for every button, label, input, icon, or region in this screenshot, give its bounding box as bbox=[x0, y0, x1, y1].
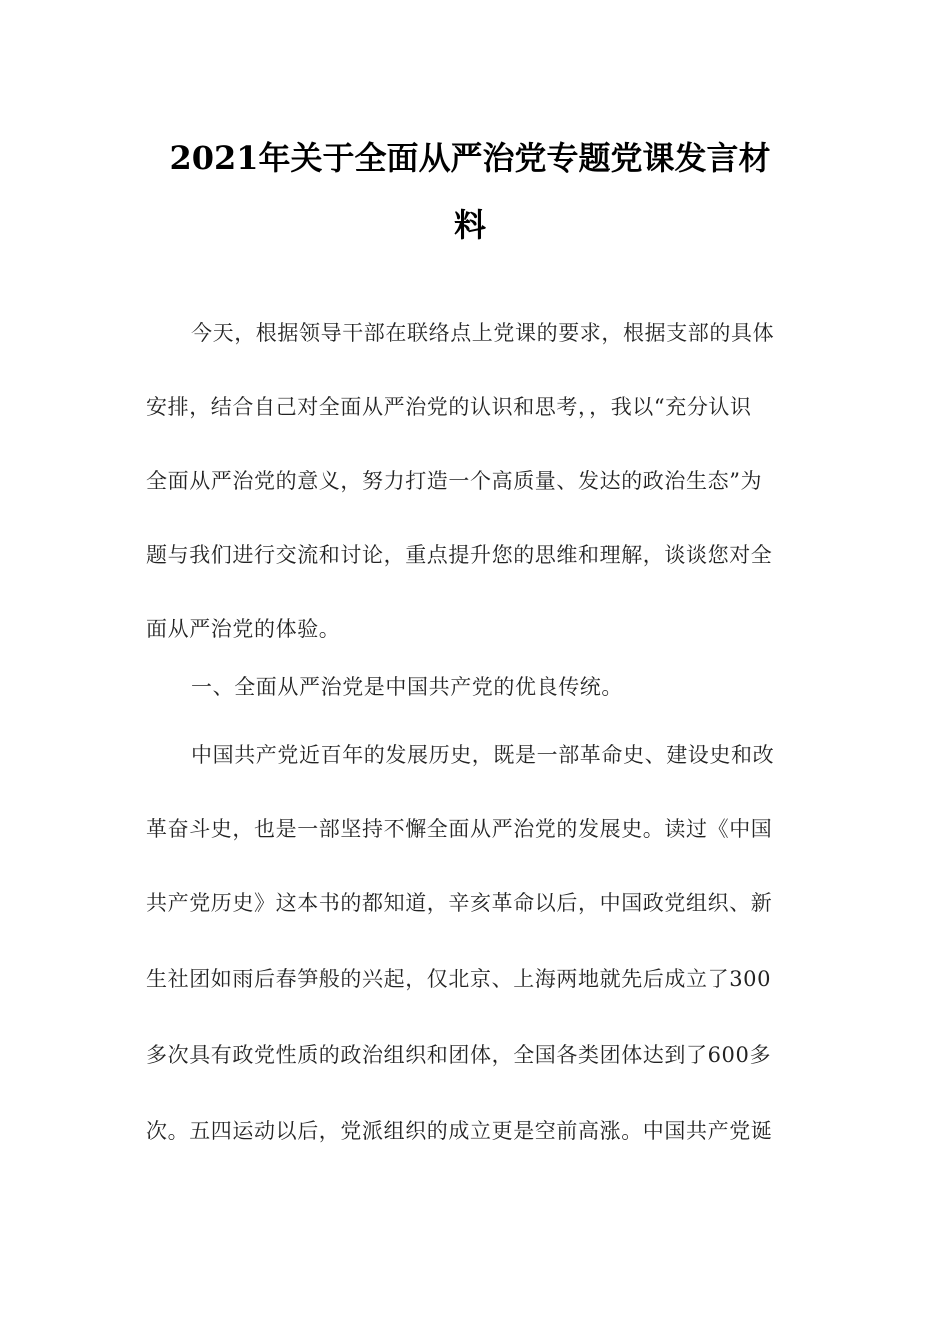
section-heading: 一、全面从严治党是中国共产党的优良传统。 bbox=[191, 675, 623, 699]
paragraph-line: 面从严治党的体验。 bbox=[146, 617, 341, 641]
document-title-line-2: 料 bbox=[453, 206, 486, 244]
document-title-line-1: 2021年关于全面从严治党专题党课发言材 bbox=[169, 139, 771, 177]
paragraph-line: 安排，结合自己对全面从严治党的认识和思考，，我以“充分认识 bbox=[146, 395, 752, 419]
paragraph-line: 革奋斗史，也是一部坚持不懈全面从严治党的发展史。读过《中国 bbox=[146, 817, 773, 841]
paragraph-line: 题与我们进行交流和讨论，重点提升您的思维和理解，谈谈您对全 bbox=[146, 543, 773, 567]
paragraph-line: 多次具有政党性质的政治组织和团体，全国各类团体达到了600多 bbox=[146, 1043, 772, 1067]
paragraph-line: 中国共产党近百年的发展历史，既是一部革命史、建设史和改 bbox=[191, 743, 775, 767]
paragraph-line: 今天，根据领导干部在联络点上党课的要求，根据支部的具体 bbox=[191, 321, 775, 345]
paragraph-line: 生社团如雨后春笋般的兴起，仅北京、上海两地就先后成立了300 bbox=[146, 967, 772, 991]
paragraph-line: 共产党历史》这本书的都知道，辛亥革命以后，中国政党组织、新 bbox=[146, 891, 773, 915]
paragraph-line: 全面从严治党的意义，努力打造一个高质量、发达的政治生态”为 bbox=[146, 469, 763, 493]
paragraph-line: 次。五四运动以后，党派组织的成立更是空前高涨。中国共产党诞 bbox=[146, 1119, 773, 1143]
